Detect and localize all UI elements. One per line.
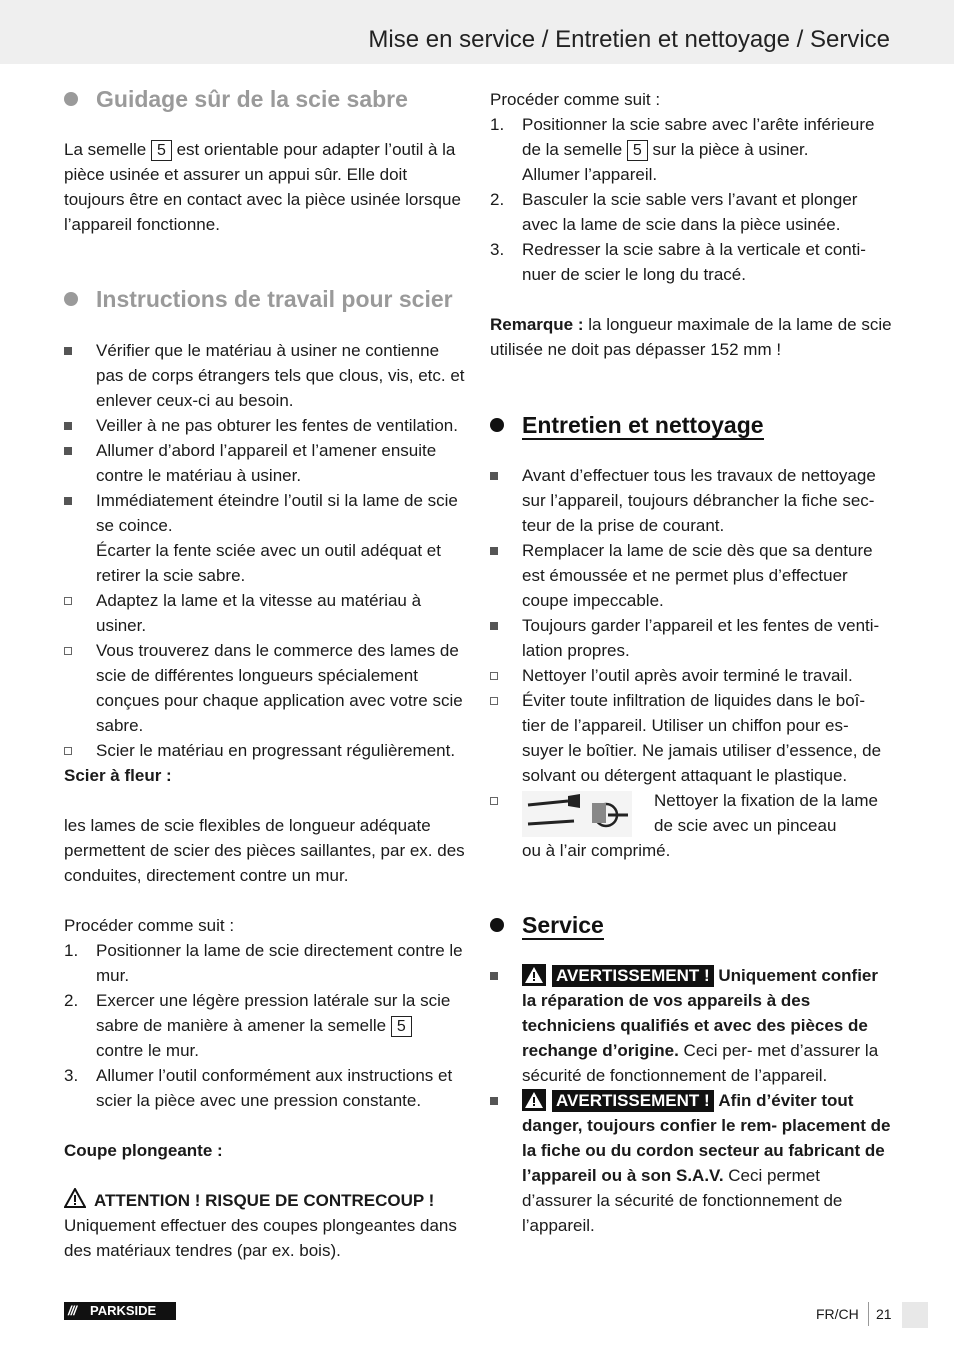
- footer-divider: [868, 1302, 869, 1326]
- brush-cleaning-item: Nettoyer la fixation de la lame de scie avec un pinceau ou à l’air comprimé.: [490, 788, 892, 863]
- list-item: 3. Allumer l’outil conformément aux instructions et scier la pièce avec une pression constante.: [64, 1066, 453, 1110]
- instructions-list: [64, 338, 466, 763]
- fleur-steps: [64, 938, 466, 1113]
- coupe-plongeante-heading: Coupe plongeante :: [64, 1141, 223, 1160]
- warning-triangle-icon: [64, 1188, 86, 1208]
- ref-5-label: 5: [391, 1016, 412, 1037]
- list-item: 2. Basculer la scie sable vers l’avant et plonger avec la lame de scie dans la pièce usinée.: [490, 190, 858, 234]
- list-item: 2. Exercer une légère pression latérale sur la scie sabre de manière à amener la semelle 5 contre le mur.: [64, 991, 451, 1060]
- page-title: Mise en service / Entretien et nettoyage / Service: [368, 26, 890, 53]
- section-guidage-heading: Guidage sûr de la scie sabre: [64, 84, 466, 114]
- list-item: 3. Redresser la scie sabre à la verticale et conti- nuer de scier le long du tracé.: [490, 240, 866, 284]
- list-item: 1. Positionner la lame de scie directement contre le mur.: [64, 941, 463, 985]
- list-item: Toujours garder l’appareil et les fentes de venti- lation propres.: [490, 613, 892, 663]
- list-item: Vous trouverez dans le commerce des lames de scie de différentes longueurs spécialement conçues pour chaque application avec votre scie sabre.: [64, 638, 466, 738]
- guidage-paragraph: La semelle 5 est orientable pour adapter l’outil à la pièce usinée et assurer un appui sûr. Elle doit toujours être en contact avec la pièce usinée lorsque l’appareil fonctionne.: [64, 140, 461, 234]
- list-item: Remplacer la lame de scie dès que sa denture est émoussée et ne permet plus d’effectuer coupe impeccable.: [490, 538, 892, 613]
- scier-a-fleur-heading: Scier à fleur :: [64, 766, 172, 785]
- page-number: 21: [876, 1306, 892, 1322]
- scier-a-fleur-text: les lames de scie flexibles de longueur adéquate permettent de scier des pièces saillantes, par ex. des conduites, directement contre un mur.: [64, 816, 465, 885]
- section-entretien-heading: Entretien et nettoyage: [490, 410, 892, 440]
- warning-triangle-icon: [522, 964, 546, 986]
- list-item: Immédiatement éteindre l’outil si la lame de scie se coince. Écarter la fente sciée avec un outil adéquat et retirer la scie sabre.: [64, 488, 466, 588]
- footer-language: FR/CH: [816, 1306, 859, 1322]
- list-item: Nettoyer l’outil après avoir terminé le travail.: [490, 663, 892, 688]
- list-item: Avant d’effectuer tous les travaux de nettoyage sur l’appareil, toujours débrancher la fiche sec- teur de la prise de courant.: [490, 463, 892, 538]
- remarque-paragraph: Remarque : la longueur maximale de la lame de scie utilisée ne doit pas dépasser 152 mm !: [490, 315, 892, 359]
- circle-bullet-icon: [490, 418, 504, 432]
- service-list: [490, 963, 892, 1238]
- list-item: AVERTISSEMENT ! Afin d’éviter tout danger, toujours confier le rem- placement de la fiche ou du cordon secteur au fabricant de l’appareil ou à son S.A.V. Ceci permet d’assurer la sécurité de fonctionnement de l’appareil.: [490, 1088, 892, 1238]
- circle-bullet-icon: [64, 92, 78, 106]
- circle-bullet-icon: [64, 292, 78, 306]
- list-item: Vérifier que le matériau à usiner ne contienne pas de corps étrangers tels que clous, vis, etc. et enlever ceux-ci au besoin.: [64, 338, 466, 413]
- ref-5-label: 5: [151, 140, 172, 161]
- list-item: Éviter toute infiltration de liquides dans le boî- tier de l’appareil. Utiliser un chiffon pour es- suyer le boîtier. Ne jamais utiliser d’essence, de solvant ou détergent attaquant le plastique.: [490, 688, 892, 788]
- circle-bullet-icon: [490, 918, 504, 932]
- warning-triangle-icon: [522, 1089, 546, 1111]
- list-item: 1. Positionner la scie sabre avec l’arête inférieure de la semelle 5 sur la pièce à usiner. Allumer l’appareil.: [490, 115, 875, 184]
- attention-warning: ATTENTION ! RISQUE DE CONTRECOUP !: [64, 1188, 466, 1213]
- list-item: AVERTISSEMENT ! Uniquement confier la réparation de vos appareils à des techniciens qualifiés et avec des pièces de rechange d’origine. Ceci per- met d’assurer la sécurité de fonctionnement de l’appareil.: [490, 963, 892, 1088]
- coupe-plongeante-text: Uniquement effectuer des coupes plongeantes dans des matériaux tendres (par ex. bois).: [64, 1216, 457, 1260]
- procedure-label-right: Procéder comme suit :: [490, 90, 661, 109]
- section-service-heading: Service: [490, 910, 892, 940]
- entretien-list: [490, 463, 892, 788]
- brush-cleaning-illustration: [522, 791, 632, 837]
- warning-badge: AVERTISSEMENT !: [552, 965, 714, 987]
- list-item: Adaptez la lame et la vitesse au matériau à usiner.: [64, 588, 466, 638]
- list-item: Allumer d’abord l’appareil et l’amener ensuite contre le matériau à usiner.: [64, 438, 466, 488]
- parkside-logo: /// PARKSIDE: [64, 1302, 176, 1320]
- warning-badge: AVERTISSEMENT !: [552, 1090, 714, 1112]
- plongeante-steps: [490, 112, 892, 287]
- procedure-label: Procéder comme suit :: [64, 916, 235, 935]
- list-item: Scier le matériau en progressant régulièrement.: [64, 738, 466, 763]
- list-item: Veiller à ne pas obturer les fentes de ventilation.: [64, 413, 466, 438]
- ref-5-label: 5: [627, 140, 648, 161]
- section-instructions-heading: Instructions de travail pour scier: [64, 284, 466, 314]
- footer-tab: [902, 1302, 928, 1328]
